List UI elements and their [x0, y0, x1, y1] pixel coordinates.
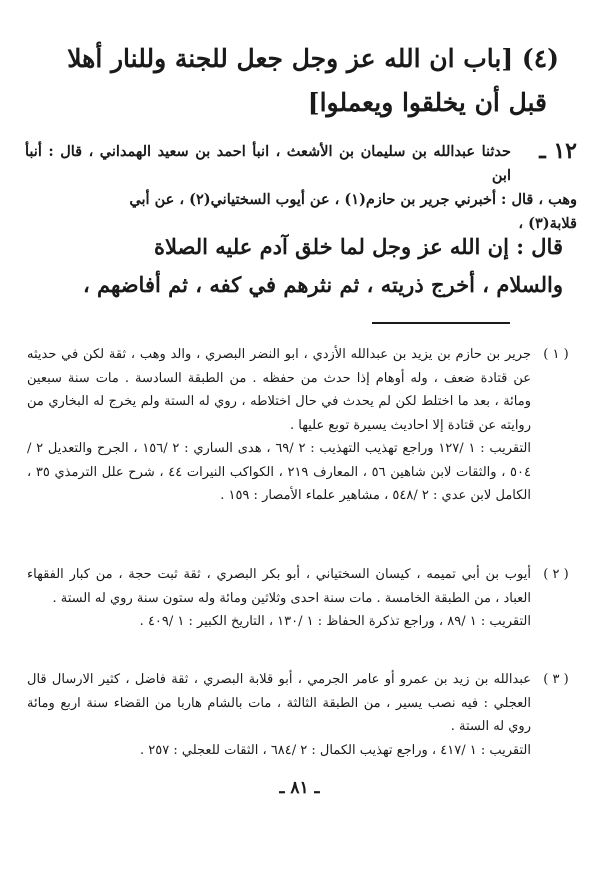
footnote-1 — [27, 343, 577, 508]
footnote-number: ( ٢ ) — [543, 567, 569, 582]
footnote-body: جرير بن حازم بن يزيد بن عبدالله الأزدي ، ابو النضر البصري ، والد وهب ، ثقة لكن في حديثه عن قتادة ضعف ، وله أوهام إذا حدث من حفظه . من الطبقة السادسة . مات سنة سبعين ومائة ، بعد ما اختلط لكن لم يحدث في حال اختلاطه ، روي له الستة ولم يخرج له البخاري من روايته عن قتادة إلا احاديث يسيرة توبع عليها . — [27, 347, 531, 433]
hadith-matn — [33, 228, 563, 304]
isnad-line-3: قلابة(٣) ، — [518, 215, 577, 232]
page-number: ـ ٨١ ـ — [279, 778, 320, 798]
isnad-line-2: وهب ، قال : أخبرني جرير بن حازم(١) ، عن أيوب السختياني(٢) ، عن أبي — [129, 191, 577, 208]
footnote-3 — [27, 668, 577, 762]
matn-line-1: قال : إن الله عز وجل لما خلق آدم عليه الصلاة — [153, 234, 563, 259]
footnote-number: ( ١ ) — [543, 347, 569, 362]
footnote-sources: التقريب : ١ /١٢٧ وراجع تهذيب التهذيب : ٢ /٦٩ ، هدى الساري : ٢ /١٥٦ ، الجرح والتعديل ٢ /٥٠٤ ، والثقات لابن شاهين ٥٦ ، المعارف ٢١٩ ، الكواكب النيرات ٤٤ ، شرح علل الترمذي ٣٥ ، الكامل لابن عدي : ٢ /٥٤٨ ، مشاهير علماء الأمصار : ١٥٩ . — [27, 441, 531, 503]
footnote-sources: التقريب : ١ /٤١٧ ، وراجع تهذيب الكمال : ٢ /٦٨٤ ، الثقات للعجلي : ٢٥٧ . — [140, 742, 531, 758]
chapter-title-line-1: (٤) [باب ان الله عز وجل جعل للجنة وللنار أهلا — [67, 44, 559, 73]
footnote-separator — [372, 322, 510, 324]
footnote-body: أيوب بن أبي تميمه ، كيسان السختياني ، أبو بكر البصري ، ثقة ثبت حجة ، من كبار الفقهاء العباد ، من الطبقة الخامسة . مات سنة احدى وثلاثين ومائة وله ستون سنة روي له الستة . — [27, 567, 531, 606]
matn-line-2: والسلام ، أخرج ذريته ، ثم نثرهم في كفه ، ثم أفاضهم ، — [82, 272, 563, 297]
footnote-number: ( ٣ ) — [543, 672, 569, 687]
isnad-line-1: حدثنا عبدالله بن سليمان بن الأشعث ، انبأ احمد بن سعيد الهمداني ، قال : أنبأ ابن — [25, 143, 511, 184]
footnote-body: عبدالله بن زيد بن عمرو أو عامر الجرمي ، أبو قلابة البصري ، ثقة فاضل ، كثير الارسال قال العجلي : فيه نصب يسير ، من الطبقة الثالثة ، مات بالشام هاربا من القضاء سنة اربع ومائة روي له الستة . — [27, 672, 531, 734]
hadith-number: ١٢ ـ — [539, 138, 577, 164]
footnote-2 — [27, 563, 577, 634]
footnote-sources: التقريب : ١ /٨٩ ، وراجع تذكرة الحفاظ : ١ /١٣٠ ، التاريخ الكبير : ١ /٤٠٩ . — [139, 614, 531, 629]
chapter-title-line-2: قبل أن يخلقوا ويعملوا] — [307, 88, 547, 117]
